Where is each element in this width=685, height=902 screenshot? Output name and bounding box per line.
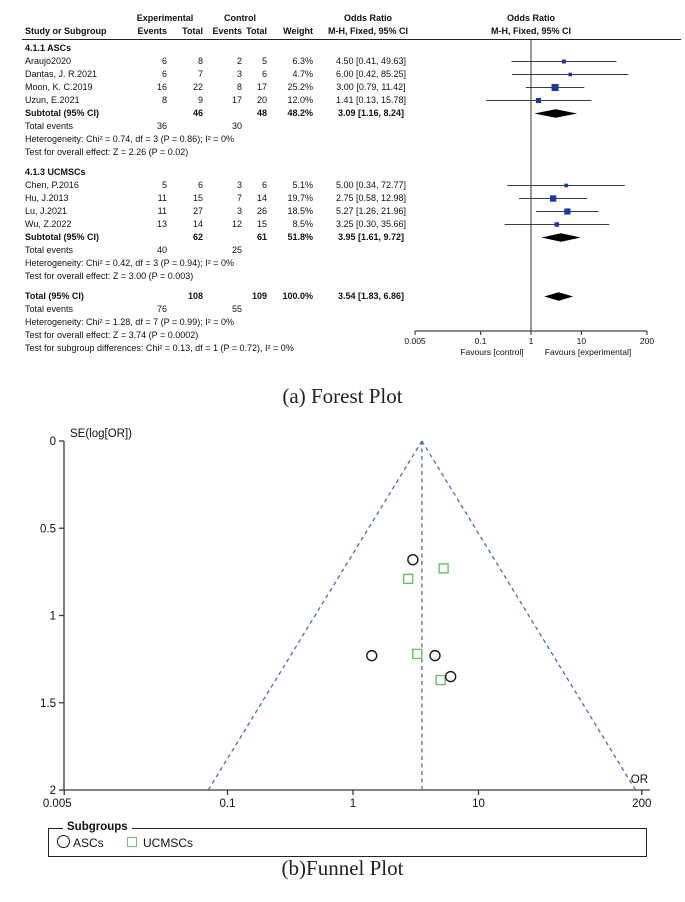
cell-exp-total: 7 xyxy=(197,69,203,79)
cell-ctl-events: 30 xyxy=(231,121,242,131)
header-mh-fixed-text: M-H, Fixed, 95% CI xyxy=(327,26,409,36)
cell-or-ci: 3.95 [1.61, 9.72] xyxy=(337,232,405,242)
cell-exp-events: 36 xyxy=(156,121,167,131)
cell-exp-total: 22 xyxy=(192,82,203,92)
forest-x-tick-label: 200 xyxy=(639,336,655,346)
effect-square xyxy=(555,222,559,226)
effect-square xyxy=(552,84,559,91)
row-label: Total (95% CI) xyxy=(25,291,84,301)
cell-exp-events: 6 xyxy=(161,56,167,66)
funnel-x-tick-label: 0.005 xyxy=(42,798,72,810)
row-label: Test for overall effect: Z = 3.00 (P = 0.003) xyxy=(25,271,194,281)
funnel-y-tick-label: 0 xyxy=(49,436,56,448)
funnel-point-ascs xyxy=(367,651,377,661)
funnel-plot-figure xyxy=(0,405,685,819)
row-label: Moon, K. C.2019 xyxy=(25,82,93,92)
favours-experimental-label: Favours [experimental] xyxy=(544,347,632,357)
row-label: Dantas, J. R.2021 xyxy=(25,69,98,79)
row-label: Chen, P.2016 xyxy=(25,180,79,190)
effect-square xyxy=(568,73,572,77)
legend-ucmscs-square-icon xyxy=(127,837,137,847)
funnel-point-ucmscs xyxy=(413,649,422,658)
effect-square xyxy=(550,195,556,201)
row-label: Lu, J.2021 xyxy=(25,206,68,216)
row-label: Araujo2020 xyxy=(25,56,72,66)
caption-forest-plot: (a) Forest Plot xyxy=(282,384,403,408)
cell-ctl-events: 3 xyxy=(236,180,242,190)
cell-weight: 25.2% xyxy=(287,82,313,92)
legend-ascs-circle-icon xyxy=(57,835,70,848)
row-label: Test for overall effect: Z = 3.74 (P = 0.0002) xyxy=(25,330,199,340)
cell-exp-events: 16 xyxy=(156,82,167,92)
total-diamond xyxy=(544,292,573,300)
cell-exp-events: 11 xyxy=(157,193,167,203)
cell-weight: 100.0% xyxy=(282,291,313,301)
cell-or-ci: 3.54 [1.83, 6.86] xyxy=(337,291,405,301)
cell-ctl-events: 17 xyxy=(231,95,242,105)
cell-or-ci: 3.09 [1.16, 8.24] xyxy=(337,108,405,118)
row-label: Total events xyxy=(25,304,74,314)
cell-or-ci: 1.41 [0.13, 15.78] xyxy=(335,95,407,105)
cell-exp-total: 27 xyxy=(192,206,203,216)
funnel-x-tick-label: 1 xyxy=(349,798,357,810)
cell-ctl-total: 5 xyxy=(261,56,267,66)
funnel-y-tick-label: 2 xyxy=(49,785,56,797)
cell-exp-total: 8 xyxy=(197,56,203,66)
cell-exp-events: 11 xyxy=(157,206,167,216)
cell-exp-total: 6 xyxy=(197,180,203,190)
header-total-ctl: Total xyxy=(246,26,267,36)
forest-x-tick-label: 0.1 xyxy=(474,336,487,346)
cell-exp-total: 15 xyxy=(192,193,203,203)
cell-weight: 5.1% xyxy=(292,180,313,190)
row-label: Wu, Z.2022 xyxy=(25,219,72,229)
cell-or-ci: 5.00 [0.34, 72.77] xyxy=(335,180,407,190)
legend-title: Subgroups xyxy=(63,821,132,833)
funnel-x-tick-label: 200 xyxy=(632,798,652,810)
cell-exp-events: 76 xyxy=(156,304,167,314)
funnel-y-tick-label: 1.5 xyxy=(40,697,56,710)
cell-or-ci: 5.27 [1.26, 21.96] xyxy=(335,206,407,216)
cell-ctl-total: 26 xyxy=(256,206,267,216)
cell-weight: 8.5% xyxy=(292,219,313,229)
caption-funnel-plot: (b)Funnel Plot xyxy=(281,856,404,880)
cell-weight: 18.5% xyxy=(287,206,313,216)
funnel-point-ascs xyxy=(430,651,440,661)
effect-square xyxy=(562,59,566,63)
funnel-point-ascs xyxy=(446,672,456,682)
row-label: Total events xyxy=(25,245,74,255)
cell-ctl-total: 6 xyxy=(261,180,267,190)
header-total-exp: Total xyxy=(182,26,203,36)
forest-x-tick-label: 0.005 xyxy=(404,336,426,346)
cell-or-ci: 2.75 [0.58, 12.98] xyxy=(335,193,407,203)
cell-exp-total: 62 xyxy=(192,232,203,242)
row-label: Total events xyxy=(25,121,74,131)
row-label: Uzun, E.2021 xyxy=(25,95,80,105)
cell-ctl-events: 8 xyxy=(236,82,242,92)
header-mh-fixed-graph: M-H, Fixed, 95% CI xyxy=(490,26,572,36)
cell-ctl-events: 3 xyxy=(236,206,242,216)
row-label: 4.1.1 ASCs xyxy=(25,43,72,53)
cell-exp-total: 46 xyxy=(192,108,203,118)
header-events-ctl: Events xyxy=(212,26,242,36)
legend-ascs-label: ASCs xyxy=(73,836,104,850)
row-label: Test for overall effect: Z = 2.26 (P = 0.02) xyxy=(25,147,189,157)
cell-exp-events: 40 xyxy=(156,245,167,255)
cell-ctl-events: 7 xyxy=(236,193,242,203)
row-label: Subtotal (95% CI) xyxy=(25,108,100,118)
cell-ctl-total: 109 xyxy=(251,291,267,301)
forest-graph xyxy=(0,0,685,372)
header-study: Study or Subgroup xyxy=(25,26,107,36)
funnel-x-axis-label: OR xyxy=(630,774,648,786)
cell-ctl-total: 17 xyxy=(256,82,267,92)
effect-square xyxy=(564,184,568,188)
legend-ucmscs-label: UCMSCs xyxy=(143,836,193,850)
subtotal-diamond xyxy=(541,233,580,241)
funnel-point-ucmscs xyxy=(439,564,448,573)
cell-exp-events: 8 xyxy=(161,95,167,105)
funnel-point-ucmscs xyxy=(436,676,445,685)
cell-ctl-total: 14 xyxy=(256,193,267,203)
cell-ctl-events: 55 xyxy=(231,304,242,314)
forest-x-tick-label: 1 xyxy=(528,336,534,346)
cell-weight: 19.7% xyxy=(287,193,313,203)
cell-ctl-total: 61 xyxy=(256,232,267,242)
funnel-legend xyxy=(48,821,647,857)
cell-or-ci: 3.25 [0.30, 35.66] xyxy=(335,219,407,229)
cell-weight: 4.7% xyxy=(292,69,313,79)
cell-ctl-events: 3 xyxy=(236,69,242,79)
cell-weight: 51.8% xyxy=(287,232,313,242)
cell-exp-total: 9 xyxy=(197,95,203,105)
funnel-x-tick-label: 10 xyxy=(472,798,485,810)
header-events-exp: Events xyxy=(137,26,167,36)
header-odds-ratio-text: Odds Ratio xyxy=(343,13,393,23)
header-experimental: Experimental xyxy=(136,13,194,23)
row-label: Subtotal (95% CI) xyxy=(25,232,100,242)
cell-ctl-total: 48 xyxy=(256,108,267,118)
cell-exp-events: 13 xyxy=(156,219,167,229)
cell-or-ci: 3.00 [0.79, 11.42] xyxy=(336,82,406,92)
cell-weight: 12.0% xyxy=(287,95,313,105)
cell-exp-events: 5 xyxy=(161,180,167,190)
cell-exp-total: 108 xyxy=(187,291,203,301)
header-control: Control xyxy=(224,13,256,23)
funnel-y-tick-label: 0.5 xyxy=(40,523,56,536)
cell-ctl-events: 25 xyxy=(231,245,242,255)
cell-ctl-total: 20 xyxy=(256,95,267,105)
cell-ctl-events: 12 xyxy=(231,219,242,229)
funnel-right-dashed-line xyxy=(422,441,636,790)
cell-weight: 6.3% xyxy=(292,56,313,66)
cell-or-ci: 6.00 [0.42, 85.25] xyxy=(335,69,407,79)
funnel-point-ucmscs xyxy=(404,574,413,583)
row-label: Test for subgroup differences: Chi² = 0.13, df = 1 (P = 0.72), I² = 0% xyxy=(25,343,294,353)
funnel-point-ascs xyxy=(408,555,418,565)
funnel-y-axis-label: SE(log[OR]) xyxy=(70,428,132,440)
row-label: 4.1.3 UCMSCs xyxy=(25,167,86,177)
favours-control-label: Favours [control] xyxy=(460,347,524,357)
funnel-left-dashed-line xyxy=(208,441,422,790)
row-label: Hu, J.2013 xyxy=(25,193,69,203)
funnel-y-tick-label: 1 xyxy=(49,610,56,623)
funnel-x-tick-label: 0.1 xyxy=(219,798,236,810)
header-weight: Weight xyxy=(283,26,313,36)
cell-weight: 48.2% xyxy=(287,108,313,118)
cell-ctl-total: 15 xyxy=(256,219,267,229)
cell-exp-events: 6 xyxy=(161,69,167,79)
row-label: Heterogeneity: Chi² = 1.28, df = 7 (P = 0.99); I² = 0% xyxy=(25,317,234,327)
subtotal-diamond xyxy=(534,109,577,117)
effect-square xyxy=(564,208,570,214)
cell-ctl-total: 6 xyxy=(261,69,267,79)
effect-square xyxy=(536,98,541,103)
cell-or-ci: 4.50 [0.41, 49.63] xyxy=(335,56,407,66)
cell-exp-total: 14 xyxy=(192,219,203,229)
row-label: Heterogeneity: Chi² = 0.74, df = 3 (P = 0.86); I² = 0% xyxy=(25,134,234,144)
row-label: Heterogeneity: Chi² = 0.42, df = 3 (P = 0.94); I² = 0% xyxy=(25,258,234,268)
forest-plot-figure xyxy=(0,0,685,372)
header-odds-ratio-graph: Odds Ratio xyxy=(506,13,556,23)
cell-ctl-events: 2 xyxy=(236,56,242,66)
forest-x-tick-label: 10 xyxy=(576,336,587,346)
